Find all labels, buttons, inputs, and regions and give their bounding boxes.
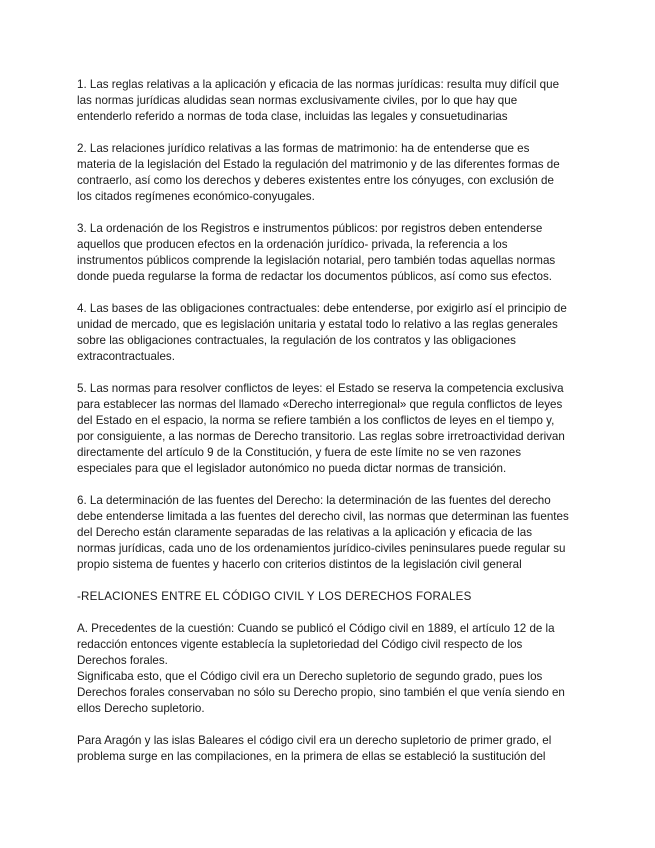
paragraph-4: 4. Las bases de las obligaciones contractuales: debe entenderse, por exigirlo así el principio de unidad de mercado, que es legislación unitaria y estatal todo lo relativo a las reglas generales sobre las obligaciones contractuales, la regulación de los contratos y las obligaciones extracontractuales.: [77, 302, 567, 363]
paragraph-aragon: Para Aragón y las islas Baleares el código civil era un derecho supletorio de primer grado, el problema surge en las compilaciones, en la primera de ellas se estableció la sustitución del: [77, 734, 552, 763]
paragraph-2: 2. Las relaciones jurídico relativas a las formas de matrimonio: ha de entenderse que es materia de la legislación del Estado la regulación del matrimonio y de las diferentes formas de contraerlo, así como los derechos y deberes existentes entre los cónyuges, con exclusión de los citados regímenes económico-conyugales.: [77, 142, 560, 203]
paragraph-6: 6. La determinación de las fuentes del Derecho: la determinación de las fuentes del derecho debe entenderse limitada a las fuentes del derecho civil, las normas que determinan las fuentes del Derecho están claramente separadas de las relativas a la aplicación y eficacia de las normas jurídicas, cada uno de los ordenamientos jurídico-civiles peninsulares puede regular su propio sistema de fuentes y hacerlo con criterios distintos de la legislación civil general: [77, 494, 569, 571]
paragraph-3: 3. La ordenación de los Registros e instrumentos públicos: por registros deben entenderse aquellos que producen efectos en la ordenación jurídico- privada, la referencia a los instrumentos públicos comprende la legislación notarial, pero también todas aquellas normas donde pueda regularse la forma de redactar los documentos públicos, así como sus efectos.: [77, 222, 556, 283]
paragraph-5: 5. Las normas para resolver conflictos de leyes: el Estado se reserva la competencia exclusiva para establecer las normas del llamado «Derecho interregional» que regula conflictos de leyes del Estado en el espacio, la norma se refiere también a los conflictos de leyes en el tiempo y, por consiguiente, a las normas de Derecho transitorio. Las reglas sobre irretroactividad derivan directamente del artículo 9 de la Constitución, y fuera de este límite no se ven razones especiales para que el legislador autonómico no pueda dictar normas de transición.: [77, 382, 565, 475]
paragraph-a: A. Precedentes de la cuestión: Cuando se publicó el Código civil en 1889, el artículo 12 de la redacción entonces vigente establecía la supletoriedad del Código civil respecto de los Derechos forales. Significaba esto, que el Código civil era un Derecho supletorio de segundo grado, pues los Derechos forales conservaban no sólo su Derecho propio, sino también el que venía siendo en ellos Derecho supletorio.: [77, 622, 565, 715]
paragraph-1: 1. Las reglas relativas a la aplicación y eficacia de las normas jurídicas: resulta muy difícil que las normas jurídicas aludidas sean normas exclusivamente civiles, por lo que hay que entenderlo referido a normas de toda clase, incluidas las legales y consuetudinarias: [77, 78, 560, 123]
section-heading: -RELACIONES ENTRE EL CÓDIGO CIVIL Y LOS DERECHOS FORALES: [77, 590, 472, 603]
